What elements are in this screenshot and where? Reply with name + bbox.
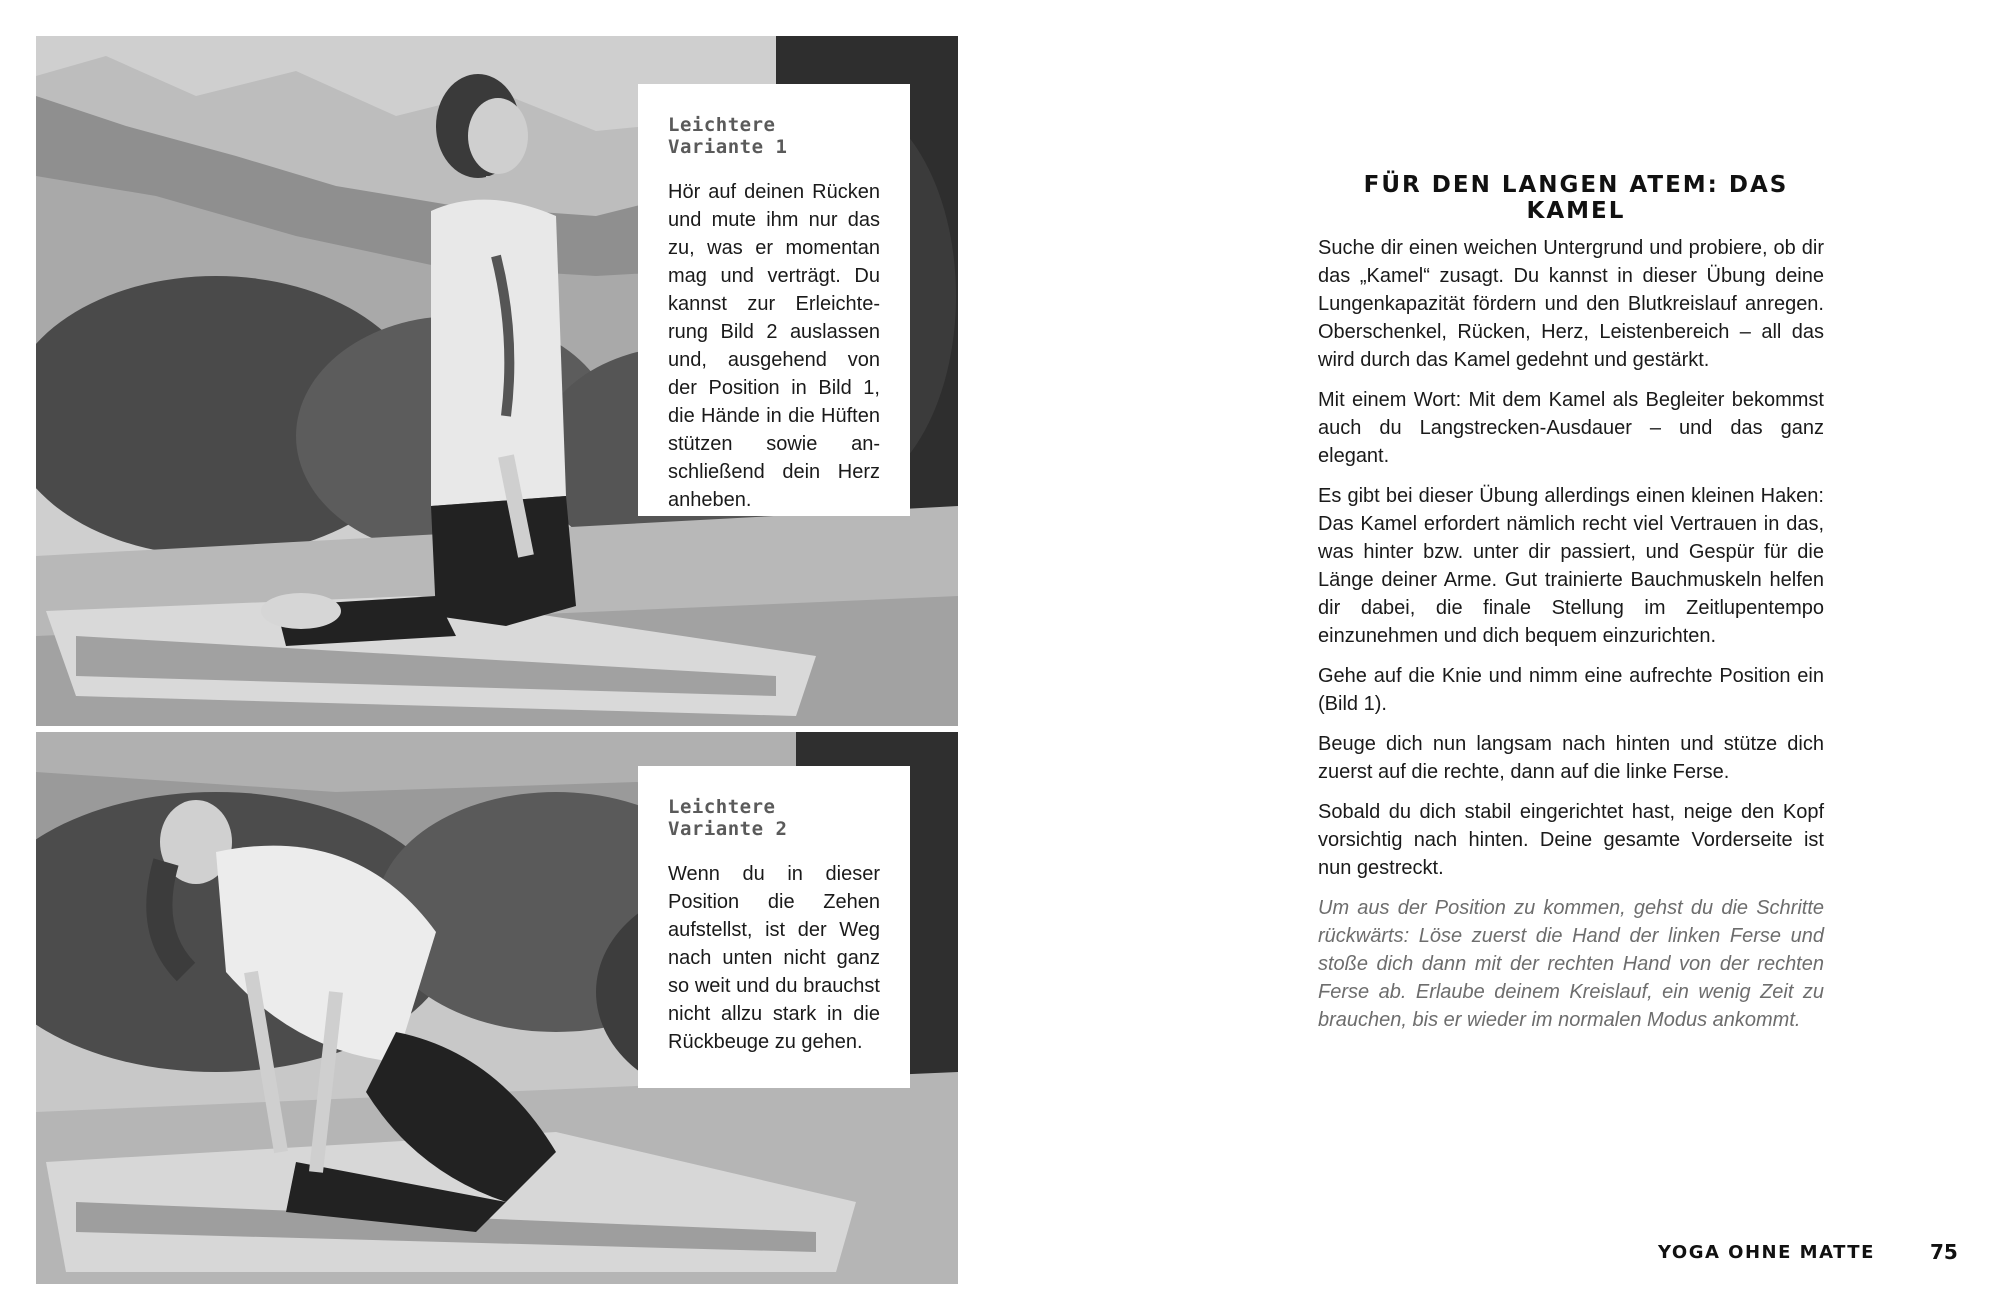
variant-2-text: Wenn du in dieser Position die Zehen aufstellst, ist der Weg nach unten nicht ganz so weit und du brauchst nicht allzu stark in die Rückbeuge zu gehen. bbox=[668, 863, 880, 1053]
section-title: FÜR DEN LANGEN ATEM: DAS KAMEL bbox=[1363, 172, 1789, 224]
body-paragraph: Sobald du dich stabil eingerichtet hast, neige den Kopf vorsichtig nach hinten. Deine gesamte Vorderseite ist nun gestreckt. bbox=[1318, 801, 1824, 879]
body-text-column bbox=[1318, 234, 1824, 1046]
exit-note: Um aus der Position zu kommen, gehst du die Schritte rückwärts: Löse zuerst die Hand der linken Ferse und stoße dich dann mit der rechten Hand von der rechten Ferse ab. Erlaube deinem Kreislauf, ein wenig Zeit zu brauchen, bis er wieder im normalen Modus ankommt. bbox=[1318, 897, 1824, 1031]
page-number: 75 bbox=[1930, 1240, 1958, 1264]
body-paragraph: Mit einem Wort: Mit dem Kamel als Begleiter bekommst auch du Langstrecken-Ausdauer – und das ganz elegant. bbox=[1318, 389, 1824, 467]
body-paragraph: Gehe auf die Knie und nimm eine aufrechte Position ein (Bild 1). bbox=[1318, 665, 1824, 715]
variant-1-text: Hör auf deinen Rücken und mute ihm nur das zu, was er momentan mag und verträgt. Du kannst zur Erleichterung Bild 2 auslassen und, ausgehend von der Position in Bild 1, die Hände in die Hüften stützen sowie anschließend dein Herz anheben. bbox=[668, 181, 880, 511]
body-paragraph: Beuge dich nun langsam nach hinten und stütze dich zuerst auf die rechte, dann auf die linke Ferse. bbox=[1318, 733, 1824, 783]
variant-2-title: Leichtere Variante 2 bbox=[668, 796, 788, 840]
variant-1-box bbox=[638, 84, 910, 516]
body-paragraph: Suche dir einen weichen Untergrund und probiere, ob dir das „Kamel“ zusagt. Du kannst in dieser Übung deine Lungenkapazität fördern und den Blutkreislauf anregen. Oberschenkel, Rücken, Herz, Leistenbereich – all das wird durch das Kamel gedehnt und gestärkt. bbox=[1318, 237, 1824, 371]
body-paragraph: Es gibt bei dieser Übung allerdings einen kleinen Haken: Das Kamel erfordert nämlich recht viel Vertrauen in das, was hinter bzw. unter dir passiert, und Gespür für die Länge deiner Arme. Gut trainierte Bauchmuskeln helfen dir dabei, die finale Stellung im Zeitlupentempo einzunehmen und dich bequem einzurichten. bbox=[1318, 485, 1824, 647]
variant-1-title: Leichtere Variante 1 bbox=[668, 114, 788, 158]
variant-2-box bbox=[638, 766, 910, 1088]
running-footer-title: YOGA OHNE MATTE bbox=[1658, 1242, 1875, 1263]
